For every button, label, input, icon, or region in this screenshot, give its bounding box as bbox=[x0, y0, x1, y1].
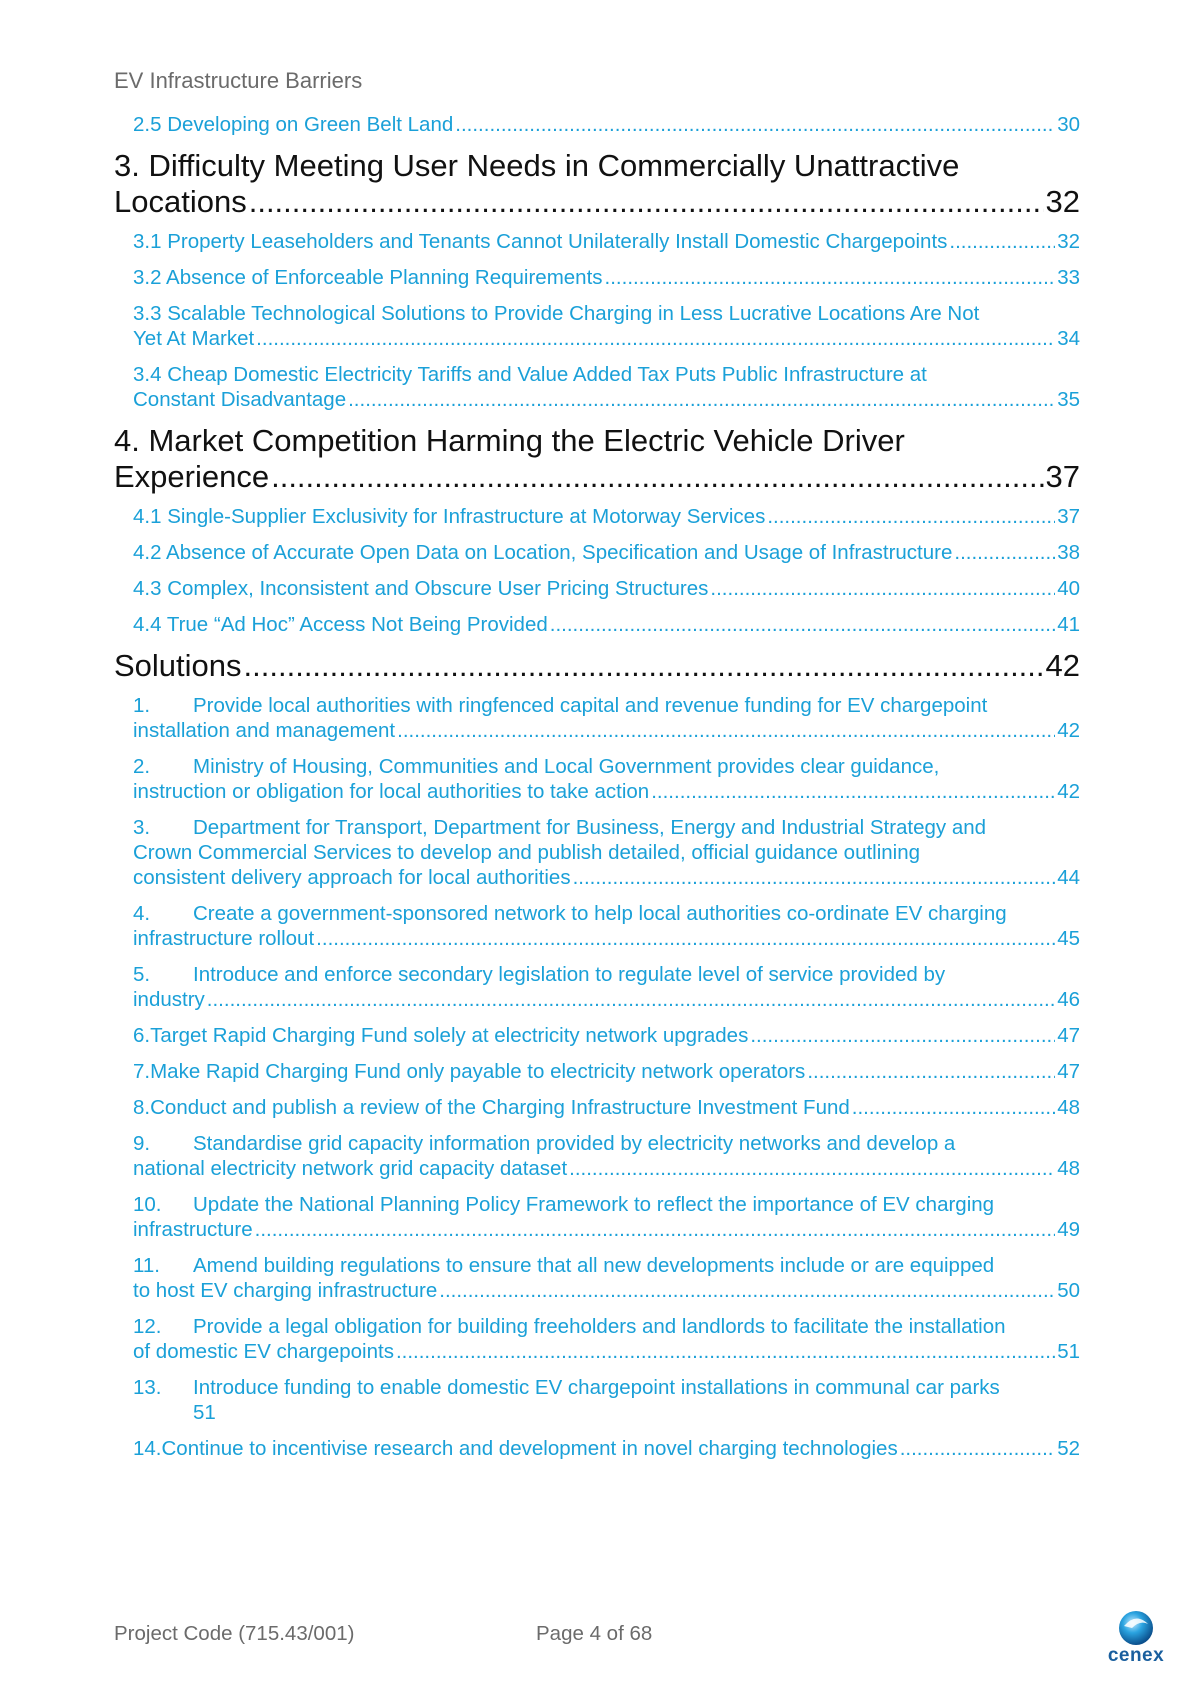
toc-label: Crown Commercial Services to develop and publish detailed, official guidance outlining bbox=[133, 841, 921, 864]
toc-entry-3-2[interactable] bbox=[114, 265, 1080, 290]
toc-solution-14[interactable] bbox=[114, 1436, 1080, 1461]
dot-leader bbox=[651, 779, 1055, 804]
toc-label: 3.4 Cheap Domestic Electricity Tariffs and Value Added Tax Puts Public Infrastructure at bbox=[133, 363, 927, 386]
dot-leader bbox=[710, 576, 1055, 601]
toc-page-number: 52 bbox=[1057, 1437, 1080, 1460]
solution-number: 7. bbox=[133, 1060, 151, 1083]
dot-leader bbox=[573, 865, 1056, 890]
solution-number: 11. bbox=[133, 1254, 160, 1277]
toc-label: infrastructure bbox=[133, 1218, 253, 1241]
toc-heading-3[interactable] bbox=[114, 148, 1080, 220]
toc-heading-line: Experience bbox=[114, 459, 270, 494]
toc-solution-3[interactable] bbox=[114, 815, 1080, 890]
toc-label: Amend building regulations to ensure that all new developments include or are equipped bbox=[193, 1254, 995, 1277]
solution-number: 4. bbox=[133, 902, 151, 925]
toc-page-number: 38 bbox=[1057, 541, 1080, 564]
toc-heading-solutions[interactable] bbox=[114, 648, 1080, 684]
toc-heading-line: 4. Market Competition Harming the Electric Vehicle Driver bbox=[114, 423, 905, 458]
toc-solution-10[interactable] bbox=[114, 1192, 1080, 1242]
solution-number: 12. bbox=[133, 1315, 162, 1338]
toc-label: Provide local authorities with ringfenced capital and revenue funding for EV chargepoint bbox=[193, 694, 988, 717]
toc-solution-12[interactable] bbox=[114, 1314, 1080, 1364]
toc-page-number: 47 bbox=[1057, 1060, 1080, 1083]
dot-leader bbox=[396, 1339, 1055, 1364]
toc-label: 3.1 Property Leaseholders and Tenants Cannot Unilaterally Install Domestic Chargepoints bbox=[133, 230, 948, 253]
toc-page-number: 44 bbox=[1057, 866, 1080, 889]
toc-label: 4.1 Single-Supplier Exclusivity for Infrastructure at Motorway Services bbox=[133, 505, 766, 528]
toc-label: Introduce and enforce secondary legislation to regulate level of service provided by bbox=[193, 963, 946, 986]
footer-page-number: Page 4 of 68 bbox=[536, 1622, 653, 1645]
toc-page-number: 42 bbox=[1057, 719, 1080, 742]
dot-leader bbox=[954, 540, 1055, 565]
toc-label: 4.2 Absence of Accurate Open Data on Location, Specification and Usage of Infrastructure bbox=[133, 541, 953, 564]
toc-page-number: 34 bbox=[1057, 327, 1080, 350]
toc-solution-4[interactable] bbox=[114, 901, 1080, 951]
toc-page-number: 42 bbox=[1045, 648, 1080, 683]
toc-label: Continue to incentivise research and development in novel charging technologies bbox=[161, 1437, 898, 1460]
footer-project-code: Project Code (715.43/001) bbox=[114, 1622, 355, 1645]
dot-leader bbox=[244, 648, 1044, 684]
toc-label: Constant Disadvantage bbox=[133, 388, 347, 411]
solution-number: 3. bbox=[133, 816, 151, 839]
toc-page-number: 45 bbox=[1057, 927, 1080, 950]
toc-page-number: 41 bbox=[1057, 613, 1080, 636]
toc-heading-line: 3. Difficulty Meeting User Needs in Commercially Unattractive bbox=[114, 148, 960, 183]
solution-number: 1. bbox=[133, 694, 151, 717]
toc-page-number: 42 bbox=[1057, 780, 1080, 803]
toc-page-number: 40 bbox=[1057, 577, 1080, 600]
toc-label: Standardise grid capacity information provided by electricity networks and develop a bbox=[193, 1132, 956, 1155]
toc-entry-4-3[interactable] bbox=[114, 576, 1080, 601]
solution-number: 14. bbox=[133, 1437, 162, 1460]
toc-solution-2[interactable] bbox=[114, 754, 1080, 804]
toc-label: national electricity network grid capacity dataset bbox=[133, 1157, 568, 1180]
dot-leader bbox=[605, 265, 1056, 290]
solution-number: 5. bbox=[133, 963, 151, 986]
toc-solution-9[interactable] bbox=[114, 1131, 1080, 1181]
toc-page-number: 51 bbox=[1057, 1340, 1080, 1363]
table-of-contents bbox=[114, 112, 1080, 1472]
toc-solution-8[interactable] bbox=[114, 1095, 1080, 1120]
toc-solution-1[interactable] bbox=[114, 693, 1080, 743]
toc-page-number: 46 bbox=[1057, 988, 1080, 1011]
toc-label: of domestic EV chargepoints bbox=[133, 1340, 394, 1363]
toc-page-number: 48 bbox=[1057, 1157, 1080, 1180]
toc-heading-4[interactable] bbox=[114, 423, 1080, 495]
toc-solution-5[interactable] bbox=[114, 962, 1080, 1012]
toc-label: infrastructure rollout bbox=[133, 927, 315, 950]
dot-leader bbox=[455, 112, 1055, 137]
toc-label: Conduct and publish a review of the Charging Infrastructure Investment Fund bbox=[150, 1096, 850, 1119]
dot-leader bbox=[249, 184, 1044, 220]
dot-leader bbox=[852, 1095, 1055, 1120]
toc-solution-13[interactable] bbox=[114, 1375, 1080, 1425]
logo-wordmark: cenex bbox=[1107, 1645, 1165, 1666]
toc-label: Introduce funding to enable domestic EV chargepoint installations in communal car parks bbox=[193, 1376, 1000, 1399]
toc-heading-line: Solutions bbox=[114, 648, 242, 683]
dot-leader bbox=[900, 1436, 1055, 1461]
dot-leader bbox=[767, 504, 1055, 529]
toc-label: Provide a legal obligation for building freeholders and landlords to facilitate the installation bbox=[193, 1315, 1006, 1338]
toc-solution-7[interactable] bbox=[114, 1059, 1080, 1084]
dot-leader bbox=[550, 612, 1055, 637]
solution-number: 13. bbox=[133, 1376, 162, 1399]
toc-label: Make Rapid Charging Fund only payable to electricity network operators bbox=[150, 1060, 806, 1083]
dot-leader bbox=[256, 326, 1055, 351]
toc-label: Department for Transport, Department for Business, Energy and Industrial Strategy and bbox=[193, 816, 987, 839]
dot-leader bbox=[807, 1059, 1055, 1084]
solution-number: 10. bbox=[133, 1193, 162, 1216]
toc-page-number: 37 bbox=[1057, 505, 1080, 528]
running-header: EV Infrastructure Barriers bbox=[114, 68, 363, 93]
toc-page-number: 48 bbox=[1057, 1096, 1080, 1119]
toc-page-number: 32 bbox=[1045, 184, 1080, 219]
dot-leader bbox=[271, 459, 1043, 495]
toc-entry-3-1[interactable] bbox=[114, 229, 1080, 254]
toc-label: 4.4 True “Ad Hoc” Access Not Being Provided bbox=[133, 613, 548, 636]
toc-label: 2.5 Developing on Green Belt Land bbox=[133, 113, 454, 136]
toc-label: industry bbox=[133, 988, 205, 1011]
solution-number: 2. bbox=[133, 755, 151, 778]
dot-leader bbox=[949, 229, 1055, 254]
toc-entry-3-3[interactable] bbox=[114, 301, 1080, 351]
toc-entry-2-5[interactable] bbox=[114, 112, 1080, 137]
toc-heading-line: Locations bbox=[114, 184, 247, 219]
toc-label: 3.2 Absence of Enforceable Planning Requirements bbox=[133, 266, 603, 289]
toc-page-number: 35 bbox=[1057, 388, 1080, 411]
toc-label: to host EV charging infrastructure bbox=[133, 1279, 438, 1302]
dot-leader bbox=[207, 987, 1055, 1012]
toc-page-number: 37 bbox=[1045, 459, 1080, 494]
solution-number: 6. bbox=[133, 1024, 151, 1047]
toc-label: Ministry of Housing, Communities and Local Government provides clear guidance, bbox=[193, 755, 940, 778]
dot-leader bbox=[348, 387, 1055, 412]
toc-page-number: 32 bbox=[1057, 230, 1080, 253]
toc-label: 3.3 Scalable Technological Solutions to Provide Charging in Less Lucrative Locations Are Not bbox=[133, 302, 980, 325]
toc-page-number: 49 bbox=[1057, 1218, 1080, 1241]
toc-page-number: 30 bbox=[1057, 113, 1080, 136]
dot-leader bbox=[750, 1023, 1055, 1048]
toc-label: instruction or obligation for local authorities to take action bbox=[133, 780, 650, 803]
toc-label: 4.3 Complex, Inconsistent and Obscure User Pricing Structures bbox=[133, 577, 709, 600]
toc-label: consistent delivery approach for local authorities bbox=[133, 866, 571, 889]
toc-solution-11[interactable] bbox=[114, 1253, 1080, 1303]
toc-page-number: 50 bbox=[1057, 1279, 1080, 1302]
solution-number: 8. bbox=[133, 1096, 151, 1119]
toc-label: Target Rapid Charging Fund solely at electricity network upgrades bbox=[150, 1024, 749, 1047]
toc-page-number: 51 bbox=[193, 1401, 216, 1424]
toc-entry-4-1[interactable] bbox=[114, 504, 1080, 529]
toc-entry-4-2[interactable] bbox=[114, 540, 1080, 565]
toc-label: Yet At Market bbox=[133, 327, 255, 350]
dot-leader bbox=[255, 1217, 1056, 1242]
dot-leader bbox=[316, 926, 1055, 951]
dot-leader bbox=[439, 1278, 1055, 1303]
toc-page-number: 47 bbox=[1057, 1024, 1080, 1047]
solution-number: 9. bbox=[133, 1132, 151, 1155]
toc-label: installation and management bbox=[133, 719, 396, 742]
toc-solution-6[interactable] bbox=[114, 1023, 1080, 1048]
dot-leader bbox=[397, 718, 1055, 743]
dot-leader bbox=[569, 1156, 1055, 1181]
toc-page-number: 33 bbox=[1057, 266, 1080, 289]
toc-label: Create a government-sponsored network to help local authorities co-ordinate EV charging bbox=[193, 902, 1007, 925]
toc-label: Update the National Planning Policy Framework to reflect the importance of EV charging bbox=[193, 1193, 995, 1216]
toc-entry-3-4[interactable] bbox=[114, 362, 1080, 412]
toc-entry-4-4[interactable] bbox=[114, 612, 1080, 637]
